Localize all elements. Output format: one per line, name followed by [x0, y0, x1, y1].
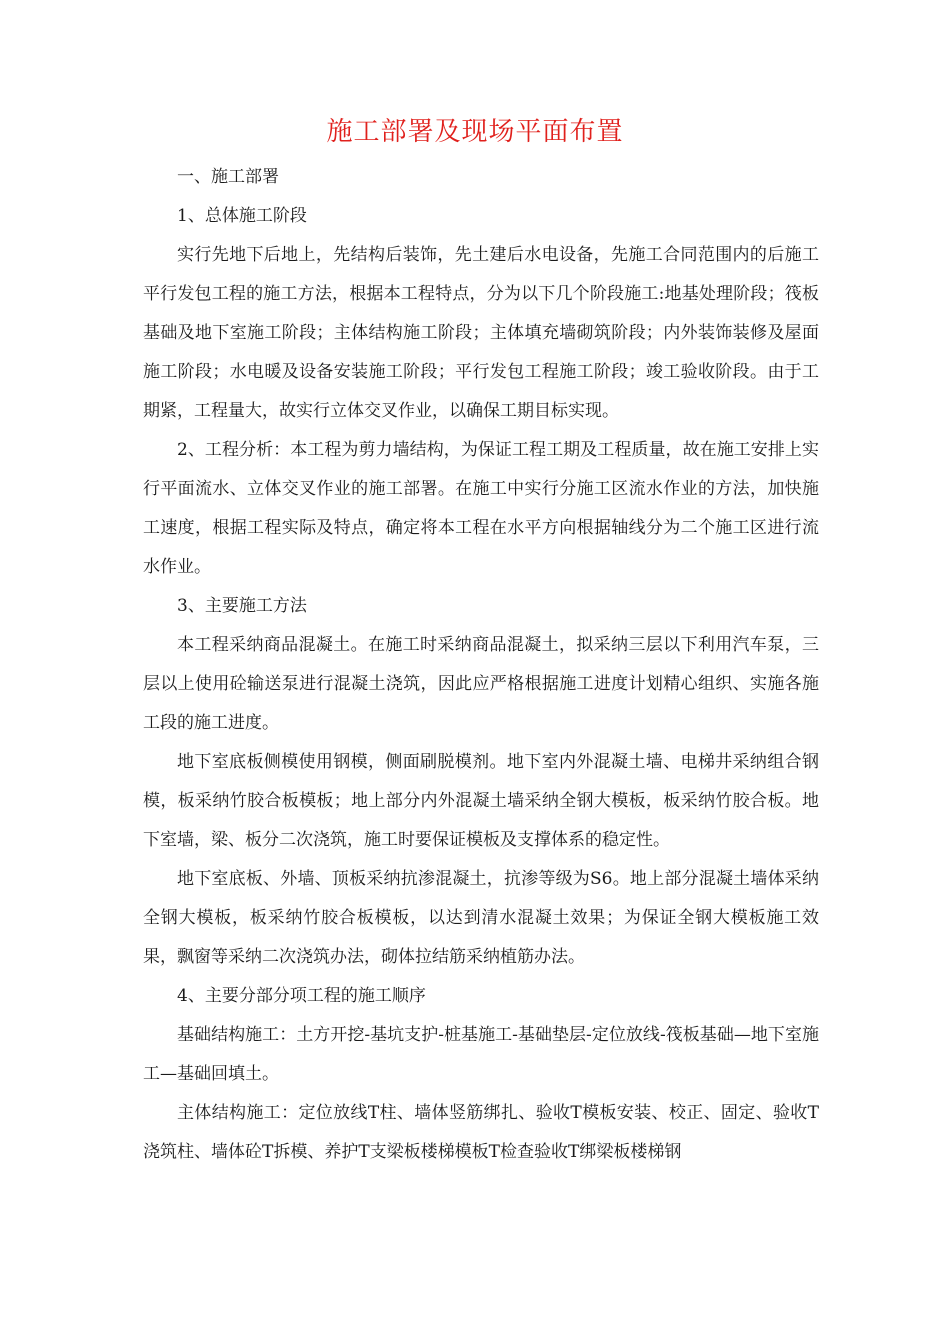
body-paragraph: 实行先地下后地上，先结构后装饰，先土建后水电设备，先施工合同范围内的后施工平行发包工程的施工方法，根据本工程特点，分为以下几个阶段施工:地基处理阶段；筏板基础及地下室施工阶段；主体结构施工阶段；主体填充墙砌筑阶段；内外装饰装修及屋面施工阶段；水电暖及设备安装施工阶段；平行发包工程施工阶段；竣工验收阶段。由于工期紧，工程量大，故实行立体交叉作业，以确保工期目标实现。	[143, 245, 819, 421]
body-paragraph: 地下室底板、外墙、顶板采纳抗渗混凝土，抗渗等级为S6。地上部分混凝土墙体采纳全钢大模板，板采纳竹胶合板模板，以达到清水混凝土效果；为保证全钢大模板施工效果，飘窗等采纳二次浇筑办法，砌体拉结筋采纳植筋办法。	[143, 869, 819, 967]
section-heading: 一、施工部署	[177, 167, 279, 187]
body-paragraph: 主体结构施工：定位放线T柱、墙体竖筋绑扎、验收T模板安装、校正、固定、验收T浇筑柱、墙体砼T拆模、养护T支梁板楼梯模板T检查验收T绑梁板楼梯钢	[143, 1103, 819, 1162]
body-paragraph: 本工程采纳商品混凝土。在施工时采纳商品混凝土，拟采纳三层以下利用汽车泵，三层以上使用砼输送泵进行混凝土浇筑，因此应严格根据施工进度计划精心组织、实施各施工段的施工进度。	[143, 635, 819, 733]
body-paragraph: 地下室底板侧模使用钢模，侧面刷脱模剂。地下室内外混凝土墙、电梯井采纳组合钢模，板采纳竹胶合板模板；地上部分内外混凝土墙采纳全钢大模板，板采纳竹胶合板。地下室墙，梁、板分二次浇筑，施工时要保证模板及支撑体系的稳定性。	[143, 752, 819, 850]
subsection-heading: 4、主要分部分项工程的施工顺序	[177, 986, 426, 1006]
body-paragraph: 2、工程分析：本工程为剪力墙结构，为保证工程工期及工程质量，故在施工安排上实行平面流水、立体交叉作业的施工部署。在施工中实行分施工区流水作业的方法，加快施工速度，根据工程实际及特点，确定将本工程在水平方向根据轴线分为二个施工区进行流水作业。	[143, 440, 819, 577]
document-title: 施工部署及现场平面布置	[326, 117, 624, 147]
document-body	[143, 158, 819, 1172]
subsection-heading: 3、主要施工方法	[177, 596, 307, 616]
subsection-heading: 1、总体施工阶段	[177, 206, 307, 226]
body-paragraph: 基础结构施工：土方开挖-基坑支护-桩基施工-基础垫层-定位放线-筏板基础—地下室施工—基础回填土。	[143, 1025, 819, 1084]
